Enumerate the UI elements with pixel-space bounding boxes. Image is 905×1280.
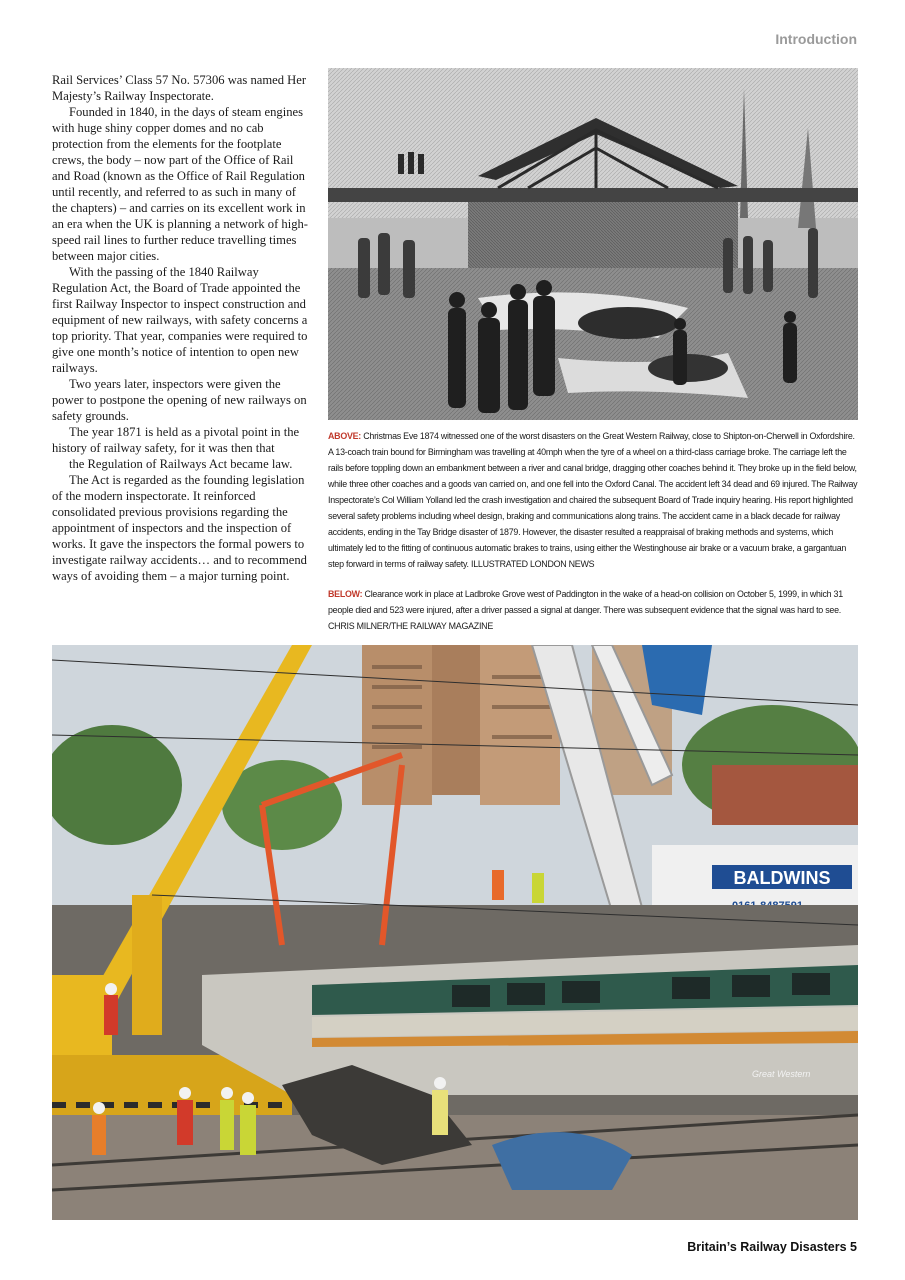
caption-below-credit: CHRIS MILNER/THE RAILWAY MAGAZINE	[328, 621, 493, 631]
article-body	[52, 72, 308, 584]
caption-below-text: Clearance work in place at Ladbroke Grove west of Paddington in the wake of a head-on collision on October 5, 1999, in which 31 people died and 523 were injured, after a driver passed a signal at danger. There was subsequent evidence that the signal was hard to see.	[328, 589, 843, 615]
train-livery-text: Great Western	[752, 1069, 811, 1079]
ladbroke-grove-clearance-photo	[52, 645, 858, 1220]
page-footer	[687, 1240, 857, 1254]
caption-above-credit: ILLUSTRATED LONDON NEWS	[470, 559, 595, 569]
caption-above-lead: ABOVE:	[328, 431, 362, 441]
article-paragraph: Two years later, inspectors were given the power to postpone the opening of new railways on safety grounds.	[52, 377, 307, 423]
engraving-shipton-disaster-image	[328, 68, 858, 420]
caption-above	[328, 428, 858, 572]
article-paragraph: Founded in 1840, in the days of steam engines with huge shiny copper domes and no cab protection from the elements for the footplate crews, the body – now part of the Office of Rail and Road (known as the Office of Rail Regulation until recently, and referred to as such in many of the chapters) – and carries on its excellent work in an era when the UK is planning a network of high-speed rail lines to further reduce travelling times between major cities.	[52, 105, 309, 263]
article-paragraph: With the passing of the 1840 Railway Regulation Act, the Board of Trade appointed the first Railway Inspector to inspect construction and equipment of new railways, with safety concerns a top priority. That year, companies were required to give one month’s notice of intention to open new railways.	[52, 265, 308, 375]
caption-above-text: Christmas Eve 1874 witnessed one of the worst disasters on the Great Western Railway, close to Shipton-on-Cherwell in Oxfordshire. A 13-coach train bound for Birmingham was travelling at 40mph when the tyre of a wheel on a third-class carriage broke. The carriage left the rails before toppling down an embankment between a river and canal bridge, dragging other coaches behind it. They broke up in the field below, while three other coaches and a goods van carried on, and one fell into the Oxford Canal. The accident left 34 dead and 69 injured. The Railway Inspectorate’s Col William Yolland led the crash investigation and chaired the subsequent Board of Trade inquiry hearing. His report highlighted several safety problems including wheel design, braking and communications along trains. The accident came in a black decade for railway accidents, ending in the Tay Bridge disaster of 1879. However, the disaster resulted a reappraisal of braking methods and systems, which ultimately led to the fitting of continuous automatic brakes to trains, using either the Westinghouse air brake or a vacuum brake, a gargantuan step forward in terms of railway safety.	[328, 431, 858, 569]
caption-below-lead: BELOW:	[328, 589, 363, 599]
caption-below	[328, 586, 858, 634]
crane-brand-text: BALDWINS	[733, 868, 831, 888]
page-number: 5	[850, 1240, 857, 1254]
article-paragraph: The Act is regarded as the founding legislation of the modern inspectorate. It reinforced consolidated previous provisions regarding the appointment of inspectors and the inspection of works. It gave the inspectors the formal powers to investigate railway accidents… and to recommend ways of avoiding them – a major turning point.	[52, 473, 307, 583]
photo-captions	[328, 428, 858, 634]
section-title: Introduction	[775, 31, 857, 47]
publication-title: Britain’s Railway Disasters	[687, 1240, 847, 1254]
article-paragraph: The year 1871 is held as a pivotal point in the history of railway safety, for it was then that	[52, 425, 300, 455]
article-paragraph: Rail Services’ Class 57 No. 57306 was named Her Majesty’s Railway Inspectorate.	[52, 73, 307, 103]
article-paragraph: the Regulation of Railways Act became law.	[69, 457, 293, 471]
